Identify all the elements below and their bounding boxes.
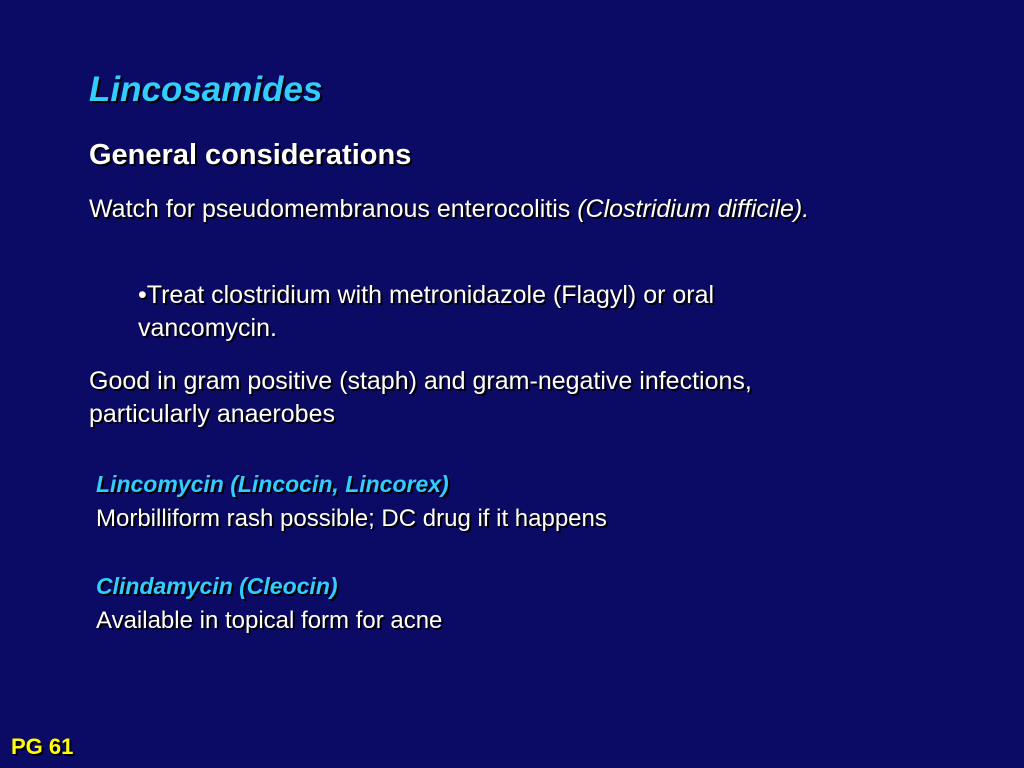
drug-name-lincomycin: Lincomycin (Lincocin, Lincorex) bbox=[96, 471, 449, 497]
section-heading: General considerations bbox=[89, 139, 412, 171]
organism-name: (Clostridium difficile). bbox=[577, 195, 810, 223]
drug-note-lincomycin: Morbilliform rash possible; DC drug if it happens bbox=[96, 505, 607, 532]
warning-text: Watch for pseudomembranous enterocolitis bbox=[89, 195, 578, 223]
drug-name-clindamycin: Clindamycin (Cleocin) bbox=[96, 573, 338, 599]
page-number: PG 61 bbox=[11, 734, 74, 759]
spectrum-paragraph: Good in gram positive (staph) and gram-negative infections, particularly anaerobes bbox=[89, 367, 752, 428]
treatment-bullet: •Treat clostridium with metronidazole (Flagyl) or oral vancomycin. bbox=[138, 281, 715, 342]
drug-note-clindamycin: Available in topical form for acne bbox=[96, 607, 443, 634]
warning-paragraph bbox=[89, 193, 869, 226]
slide-title: Lincosamides bbox=[89, 70, 323, 109]
